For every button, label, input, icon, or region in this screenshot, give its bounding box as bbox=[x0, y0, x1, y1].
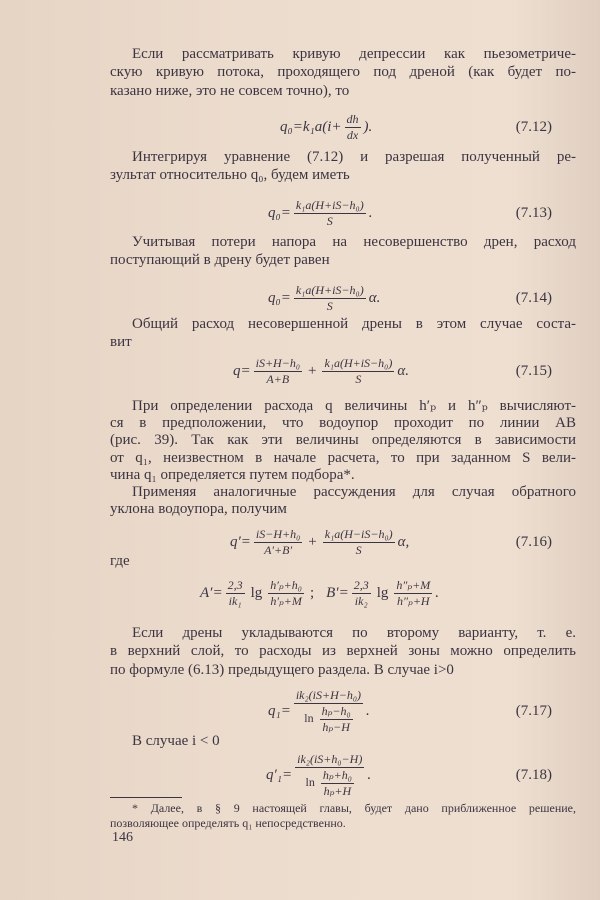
paragraph-3 bbox=[110, 233, 576, 270]
text-line: (рис. 39). Так как эти величины определяются в зависимости bbox=[110, 432, 576, 449]
equation-7-13 bbox=[268, 198, 576, 229]
equation-7-18 bbox=[266, 752, 576, 799]
eq-rhs: . bbox=[367, 767, 372, 783]
equation-number: (7.16) bbox=[515, 534, 552, 550]
text-line: Общий расход несовершенной дрены в этом случае соста- bbox=[132, 316, 576, 332]
text-line: ся в предположении, что водоупор проходит по линии AB bbox=[110, 415, 576, 432]
eq-num: k₁a(H+iS−h₀) bbox=[324, 356, 393, 370]
eq-den: hₚ+H bbox=[323, 784, 352, 798]
eq-rhs: . bbox=[366, 703, 370, 719]
text-line: поступающий в дрену будет равен bbox=[110, 252, 330, 269]
eq-ln: ln bbox=[305, 775, 315, 790]
eq-end: . bbox=[435, 585, 440, 601]
eq-rhs: ). bbox=[363, 119, 373, 135]
eq-rhs: α, bbox=[397, 534, 410, 550]
text-line: В случае i < 0 bbox=[132, 733, 220, 749]
text-line: чина q₁ определяется путем подбора*. bbox=[110, 466, 355, 483]
eq-num: dh bbox=[346, 112, 359, 126]
eq-num: 2,3 bbox=[227, 578, 243, 592]
footnote bbox=[110, 801, 576, 831]
eq-rhs: . bbox=[368, 205, 373, 221]
eq-lg: lg bbox=[250, 585, 263, 601]
text-line: казано ниже, это не совсем точно), то bbox=[110, 82, 350, 99]
eq-lhs: q₀=k₁a(i+ bbox=[280, 119, 342, 135]
eq-plus: + bbox=[308, 363, 317, 379]
equation-7-15 bbox=[233, 356, 576, 387]
where-label bbox=[110, 552, 576, 570]
paragraph-2 bbox=[110, 148, 576, 185]
eq-lhs: q′₁= bbox=[266, 767, 293, 783]
eq-num: ik₂(iS+h₀−H) bbox=[297, 752, 363, 766]
eq-num: iS−H+h₀ bbox=[255, 527, 301, 541]
text-line: Учитывая потери напора на несовершенство дрен, расход bbox=[132, 234, 576, 250]
equation-7-12 bbox=[280, 112, 576, 143]
eq-num: 2,3 bbox=[353, 578, 369, 592]
eq-lhs: q₀= bbox=[268, 205, 291, 221]
paragraph-8 bbox=[110, 732, 576, 750]
text-line: позволяющее определять q₁ непосредственно. bbox=[110, 816, 346, 830]
eq-lhs: q′= bbox=[230, 534, 251, 550]
equation-number: (7.13) bbox=[515, 205, 552, 221]
text-line: Применяя аналогичные рассуждения для случая обратного bbox=[132, 484, 576, 501]
text-line: скую кривую потока, проходящего под дреной (как будет по- bbox=[110, 64, 576, 81]
text-line: уклона водоупора, получим bbox=[110, 501, 287, 518]
eq-num: k₁a(H+iS−h₀) bbox=[295, 283, 364, 297]
eq-lhs: q= bbox=[233, 363, 251, 379]
eq-den: ik₁ bbox=[228, 594, 242, 608]
equation-7-14 bbox=[268, 283, 576, 314]
eq-lhs: B′= bbox=[326, 585, 349, 601]
eq-den: h″ₚ+H bbox=[397, 594, 430, 608]
eq-den: S bbox=[355, 543, 362, 557]
text-line: зультат относительно q₀, будем иметь bbox=[110, 167, 350, 184]
eq-lhs: q₀= bbox=[268, 290, 291, 306]
eq-lhs: q₁= bbox=[268, 703, 291, 719]
eq-den: h′ₚ+M bbox=[270, 594, 302, 608]
eq-num: ik₂(iS+H−h₀) bbox=[295, 688, 362, 702]
eq-den: ik₂ bbox=[354, 594, 368, 608]
equation-A-B bbox=[200, 578, 439, 609]
eq-num: k₁a(H+iS−h₀) bbox=[295, 198, 364, 212]
text-line: по формуле (6.13) предыдущего раздела. В случае i>0 bbox=[110, 661, 454, 678]
eq-den: dx bbox=[346, 128, 359, 142]
text-line: Интегрируя уравнение (7.12) и разрешая полученный ре- bbox=[132, 149, 576, 165]
eq-den: S bbox=[355, 372, 362, 386]
text-line: от q₁, неизвестном в начале расчета, то при заданном S вели- bbox=[110, 449, 576, 466]
text-line: в верхний слой, то расходы из верхней зоны можно определить bbox=[110, 643, 576, 660]
equation-number: (7.18) bbox=[515, 767, 552, 783]
eq-num: hₚ+h₀ bbox=[322, 768, 352, 782]
paragraph-4 bbox=[110, 315, 576, 352]
text-line: * Далее, в § 9 настоящей главы, будет дано приближенное решение, bbox=[132, 801, 576, 815]
text-line: вит bbox=[110, 334, 132, 351]
eq-den: S bbox=[326, 214, 333, 228]
paragraph-1 bbox=[110, 45, 576, 100]
text-line: где bbox=[110, 553, 130, 569]
eq-ln: ln bbox=[304, 711, 314, 726]
paragraph-7 bbox=[110, 624, 576, 679]
page-number: 146 bbox=[112, 830, 133, 845]
equation-number: (7.15) bbox=[515, 363, 552, 379]
equation-number: (7.12) bbox=[515, 119, 552, 135]
eq-sep: ; bbox=[309, 585, 315, 601]
eq-den: hₚ−H bbox=[322, 720, 350, 734]
eq-num: hₚ−h₀ bbox=[321, 704, 351, 718]
eq-num: k₁a(H−iS−h₀) bbox=[324, 527, 393, 541]
text-line: Если рассматривать кривую депрессии как пьезометриче- bbox=[132, 46, 576, 62]
eq-rhs: α. bbox=[368, 290, 381, 306]
equation-number: (7.14) bbox=[515, 290, 552, 306]
eq-num: h″ₚ+M bbox=[396, 578, 431, 592]
equation-number: (7.17) bbox=[515, 703, 552, 719]
equation-7-17 bbox=[268, 688, 576, 735]
text-line: Если дрены укладываются по второму варианту, т. е. bbox=[132, 625, 576, 641]
text-line: При определении расхода q величины h′ₚ и h″ₚ вычисляют- bbox=[132, 398, 576, 414]
eq-rhs: α. bbox=[397, 363, 409, 379]
eq-den: S bbox=[326, 299, 333, 313]
eq-den: A+B bbox=[266, 372, 290, 386]
eq-num: h′ₚ+h₀ bbox=[270, 578, 302, 592]
eq-lg: lg bbox=[376, 585, 389, 601]
footnote-rule bbox=[110, 797, 182, 798]
paragraph-5 bbox=[110, 398, 576, 518]
eq-den: A′+B′ bbox=[264, 543, 293, 557]
eq-lhs: A′= bbox=[200, 585, 223, 601]
eq-plus: + bbox=[308, 534, 317, 550]
eq-num: iS+H−h₀ bbox=[255, 356, 300, 370]
